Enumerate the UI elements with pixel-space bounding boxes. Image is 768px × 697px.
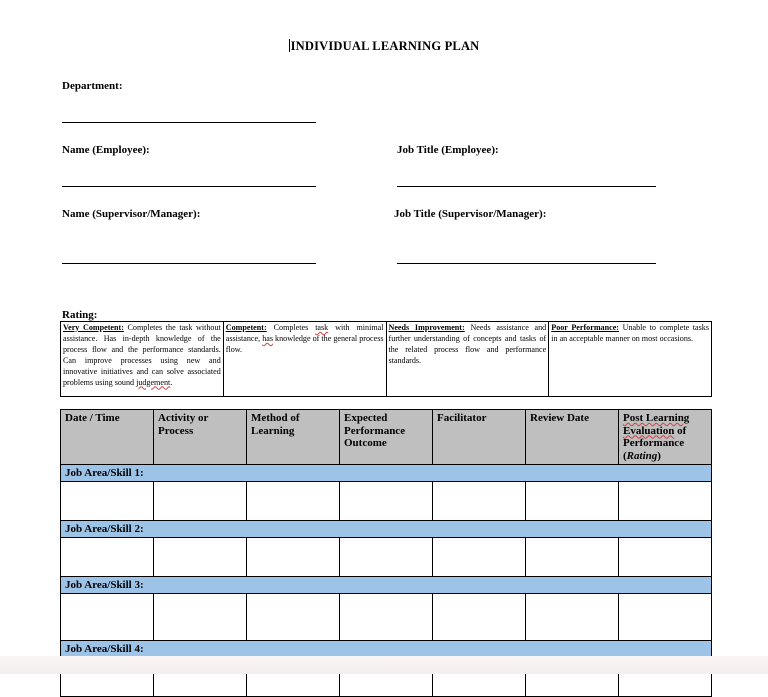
table-cell[interactable]: [619, 538, 712, 577]
table-cell[interactable]: [619, 482, 712, 521]
table-cell[interactable]: [433, 482, 526, 521]
header-review-date[interactable]: Review Date: [526, 410, 619, 465]
header-expected-outcome[interactable]: Expected Performance Outcome: [340, 410, 433, 465]
table-cell[interactable]: [247, 482, 340, 521]
rating-poor-performance[interactable]: Poor Performance: Unable to complete tasks in an acceptable manner on most occasions.: [549, 322, 712, 397]
employee-job-title-label: Job Title (Employee):: [397, 144, 499, 156]
job-area-label[interactable]: Job Area/Skill 1:: [61, 465, 712, 482]
table-cell[interactable]: [526, 594, 619, 641]
table-cell[interactable]: [433, 594, 526, 641]
table-cell[interactable]: [61, 538, 154, 577]
table-cell[interactable]: [154, 482, 247, 521]
header-facilitator[interactable]: Facilitator: [433, 410, 526, 465]
table-row: [61, 538, 712, 577]
job-area-label[interactable]: Job Area/Skill 4:: [61, 641, 712, 658]
table-cell[interactable]: [340, 482, 433, 521]
table-cell[interactable]: [154, 538, 247, 577]
rating-very-competent[interactable]: Very Competent: Completes the task without assistance. Has in-depth knowledge of the process flow and the performance standards. Can improve processes using new and innovative initiatives and can solve associated problems using sound judgement.: [61, 322, 224, 397]
table-cell[interactable]: [526, 482, 619, 521]
text-cursor: [289, 39, 290, 52]
header-post-learning[interactable]: Post Learning Evaluation of Performance (Rating): [619, 410, 712, 465]
supervisor-name-label: Name (Supervisor/Manager):: [62, 208, 201, 220]
table-header-row: [61, 410, 712, 465]
header-activity[interactable]: Activity or Process: [154, 410, 247, 465]
table-cell[interactable]: [61, 594, 154, 641]
bottom-fade-overlay: [0, 656, 768, 674]
supervisor-name-field-line[interactable]: [62, 263, 316, 264]
job-area-label[interactable]: Job Area/Skill 3:: [61, 577, 712, 594]
job-area-row-3: [61, 577, 712, 594]
table-cell[interactable]: [61, 482, 154, 521]
rating-competent[interactable]: Competent: Completes task with minimal assistance, has knowledge of the general process flow.: [223, 322, 386, 397]
table-cell[interactable]: [340, 538, 433, 577]
table-cell[interactable]: [526, 538, 619, 577]
table-cell[interactable]: [247, 538, 340, 577]
table-row: [61, 482, 712, 521]
employee-name-label: Name (Employee):: [62, 144, 150, 156]
job-area-row-1: [61, 465, 712, 482]
supervisor-job-title-label: Job Title (Supervisor/Manager):: [394, 208, 547, 220]
table-cell[interactable]: [247, 594, 340, 641]
job-area-row-2: [61, 521, 712, 538]
rating-heading: Rating:: [62, 309, 98, 321]
job-area-row-4: [61, 641, 712, 658]
job-area-label[interactable]: Job Area/Skill 2:: [61, 521, 712, 538]
rating-needs-improvement[interactable]: Needs Improvement: Needs assistance and further understanding of concepts and tasks of the related process flow and performance standards.: [386, 322, 549, 397]
table-cell[interactable]: [619, 594, 712, 641]
table-row: [61, 594, 712, 641]
table-cell[interactable]: [154, 594, 247, 641]
header-date-time[interactable]: Date / Time: [61, 410, 154, 465]
employee-name-field-line[interactable]: [62, 186, 316, 187]
table-cell[interactable]: [340, 594, 433, 641]
document-title: INDIVIDUAL LEARNING PLAN: [290, 39, 480, 53]
table-cell[interactable]: [433, 538, 526, 577]
department-field-line[interactable]: [62, 122, 316, 123]
department-label: Department:: [62, 80, 123, 92]
header-method[interactable]: Method of Learning: [247, 410, 340, 465]
learning-plan-table: [60, 409, 712, 697]
rating-scale-table: [60, 321, 712, 397]
employee-job-title-field-line[interactable]: [397, 186, 656, 187]
supervisor-job-title-field-line[interactable]: [397, 263, 656, 264]
